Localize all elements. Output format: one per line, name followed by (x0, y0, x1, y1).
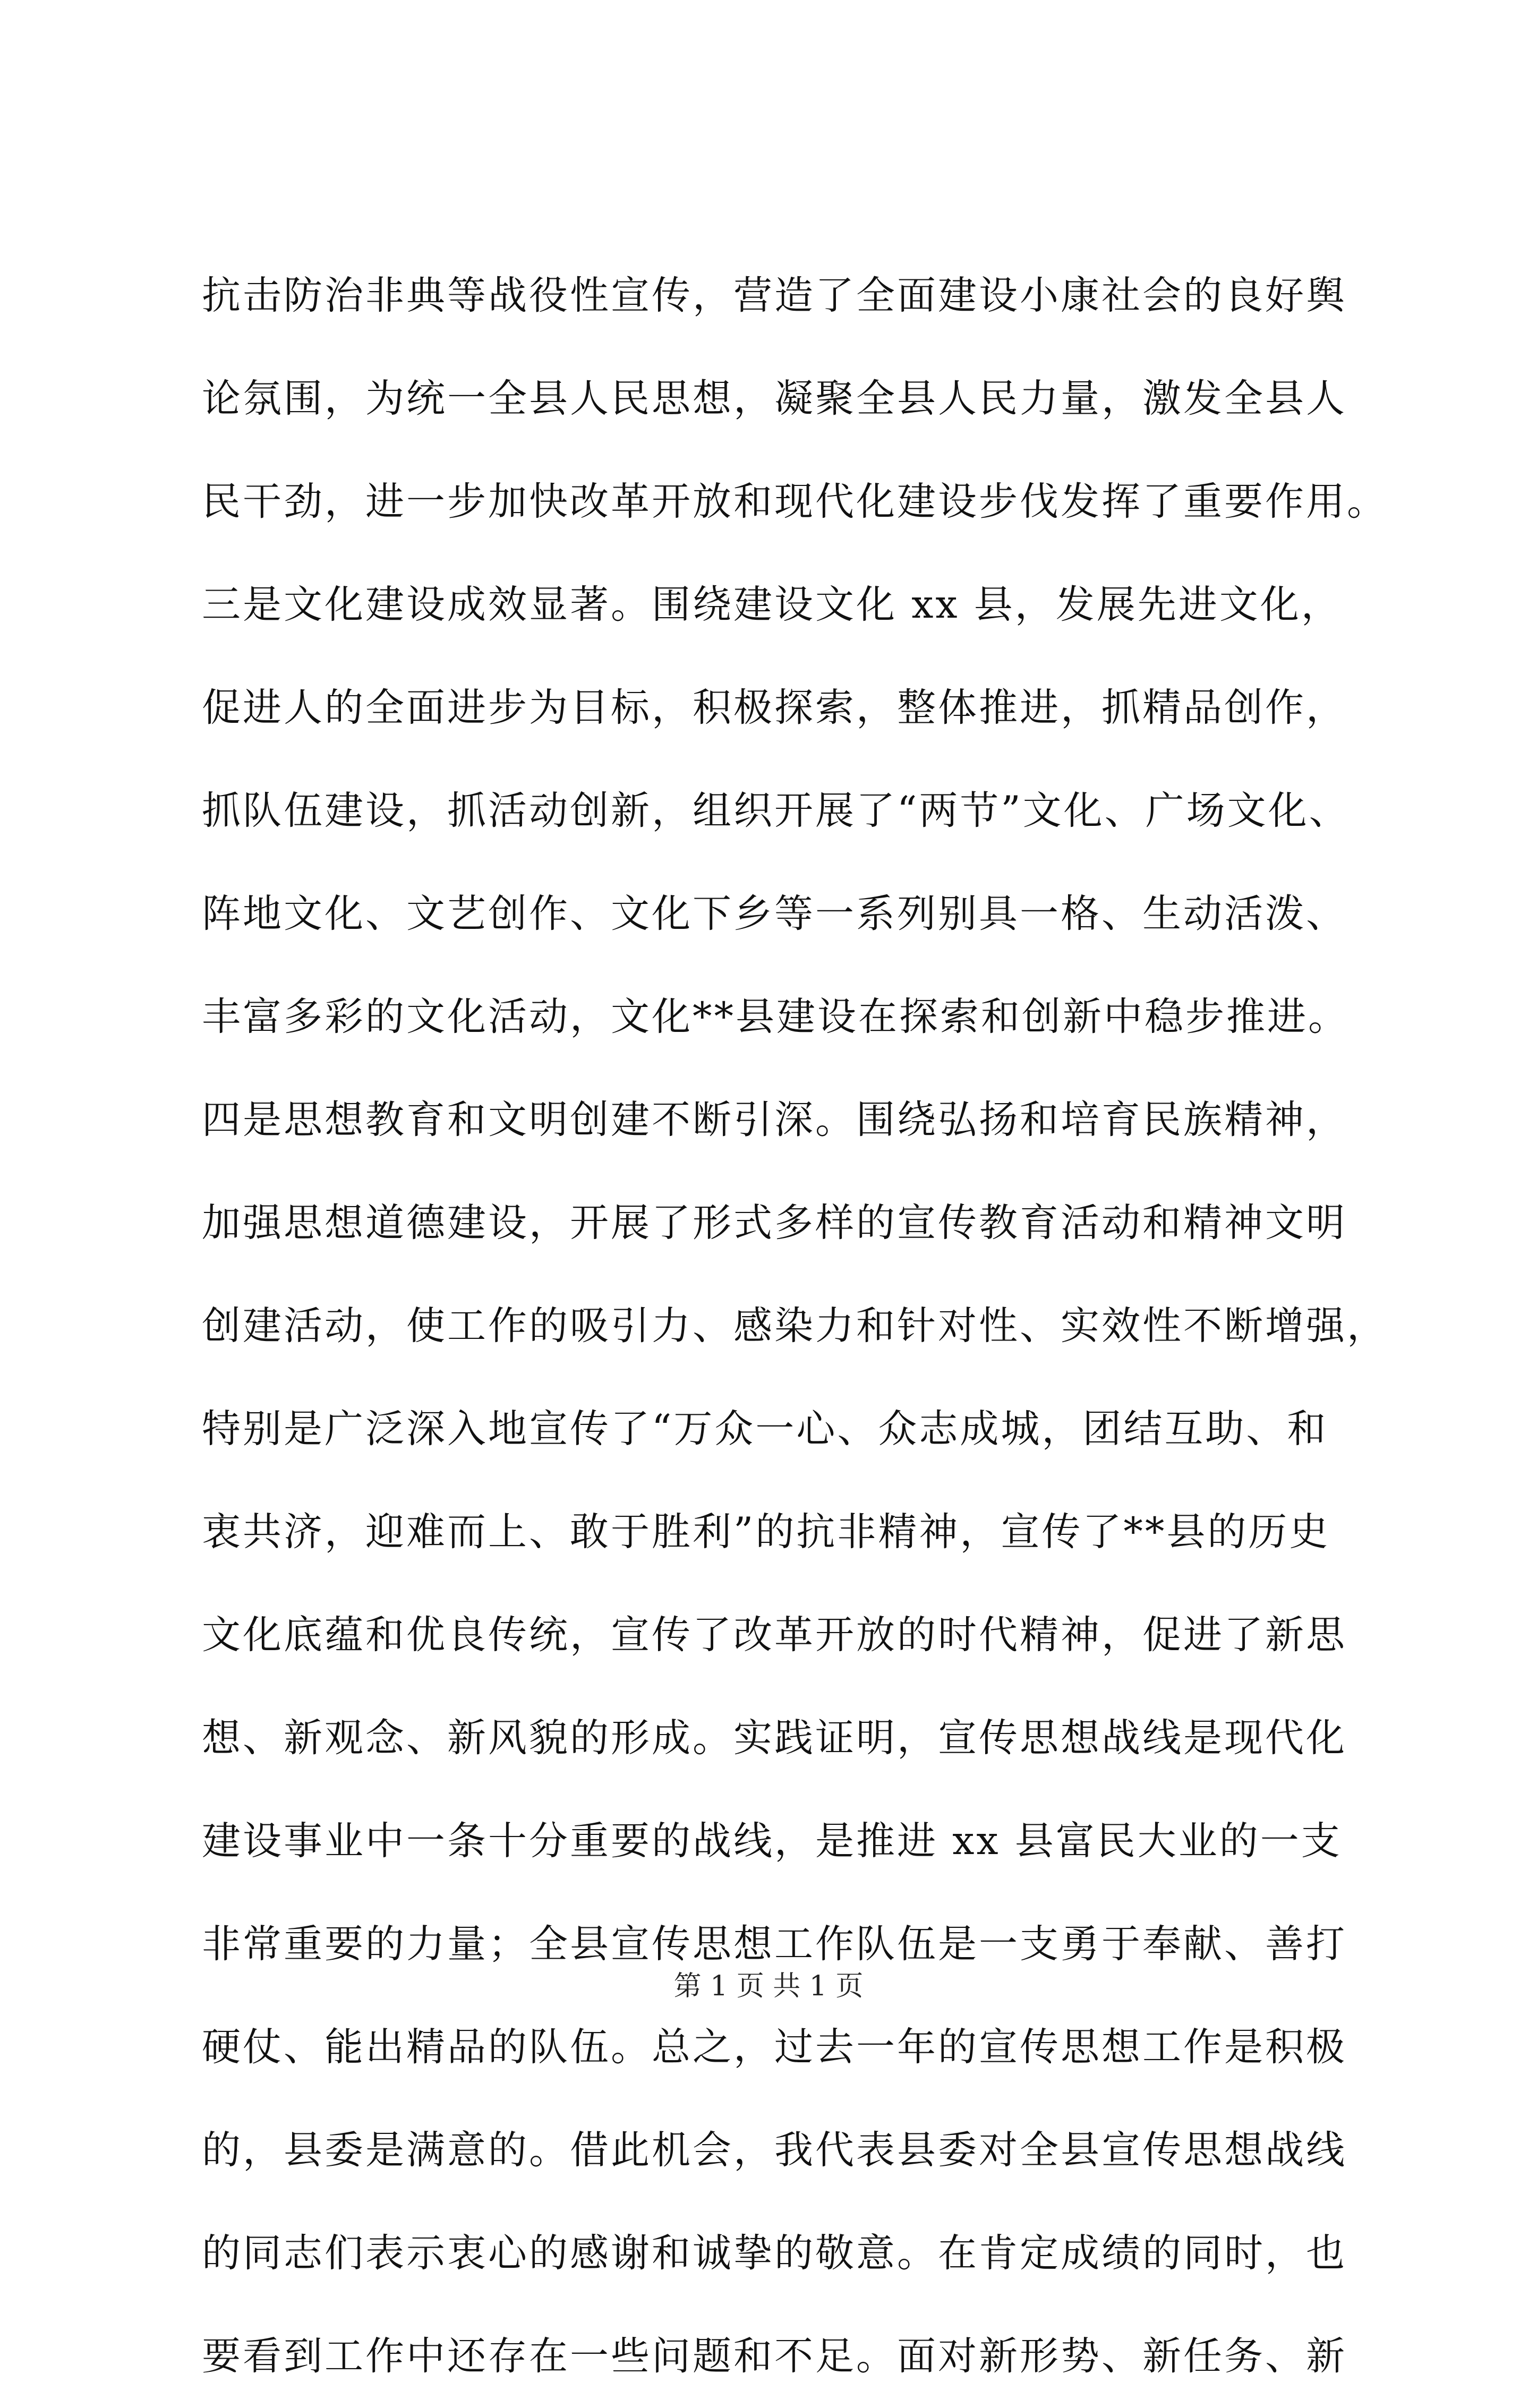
text-line: 抗击防治非典等战役性宣传，营造了全面建设小康社会的良好舆 (202, 273, 1347, 318)
text-line: 四是思想教育和文明创建不断引深。围绕弘扬和培育民族精神， (202, 1097, 1347, 1142)
body-paragraph (202, 244, 1391, 2408)
text-line: 阵地文化、文艺创作、文化下乡等一系列别具一格、生动活泼、 (202, 891, 1347, 936)
page-number-label: 第 1 页 共 1 页 (673, 1970, 864, 2002)
text-line: 民干劲，进一步加快改革开放和现代化建设步伐发挥了重要作用。 (202, 479, 1388, 524)
text-line: 加强思想道德建设，开展了形式多样的宣传教育活动和精神文明 (202, 1200, 1347, 1245)
text-line: 要看到工作中还存在一些问题和不足。面对新形势、新任务、新 (202, 2334, 1347, 2379)
text-line: 衷共济，迎难而上、敢于胜利”的抗非精神，宣传了**县的历史 (202, 1509, 1330, 1555)
text-line: 特别是广泛深入地宣传了“万众一心、众志成城，团结互助、和 (202, 1406, 1328, 1451)
text-line: 三是文化建设成效显著。围绕建设文化 xx 县，发展先进文化， (202, 582, 1342, 627)
text-line: 的，县委是满意的。借此机会，我代表县委对全县宣传思想战线 (202, 2128, 1347, 2173)
page-footer (0, 1965, 1537, 2008)
text-line: 抓队伍建设，抓活动创新，组织开展了“两节”文化、广场文化、 (202, 788, 1350, 833)
text-line: 创建活动，使工作的吸引力、感染力和针对性、实效性不断增强， (202, 1303, 1388, 1348)
text-line: 促进人的全面进步为目标，积极探索，整体推进，抓精品创作， (202, 685, 1347, 730)
text-line: 硬仗、能出精品的队伍。总之，过去一年的宣传思想工作是积极 (202, 2025, 1347, 2070)
text-line: 非常重要的力量；全县宣传思想工作队伍是一支勇于奉献、善打 (202, 1922, 1347, 1967)
text-line: 丰富多彩的文化活动，文化**县建设在探索和创新中稳步推进。 (202, 994, 1349, 1039)
text-line: 文化底蕴和优良传统，宣传了改革开放的时代精神，促进了新思 (202, 1612, 1347, 1658)
text-line: 建设事业中一条十分重要的战线，是推进 xx 县富民大业的一支 (202, 1818, 1342, 1864)
text-line: 想、新观念、新风貌的形成。实践证明，宣传思想战线是现代化 (202, 1715, 1347, 1761)
text-line: 的同志们表示衷心的感谢和诚挚的敬意。在肯定成绩的同时，也 (202, 2231, 1347, 2276)
text-line: 论氛围，为统一全县人民思想，凝聚全县人民力量，激发全县人 (202, 376, 1347, 421)
